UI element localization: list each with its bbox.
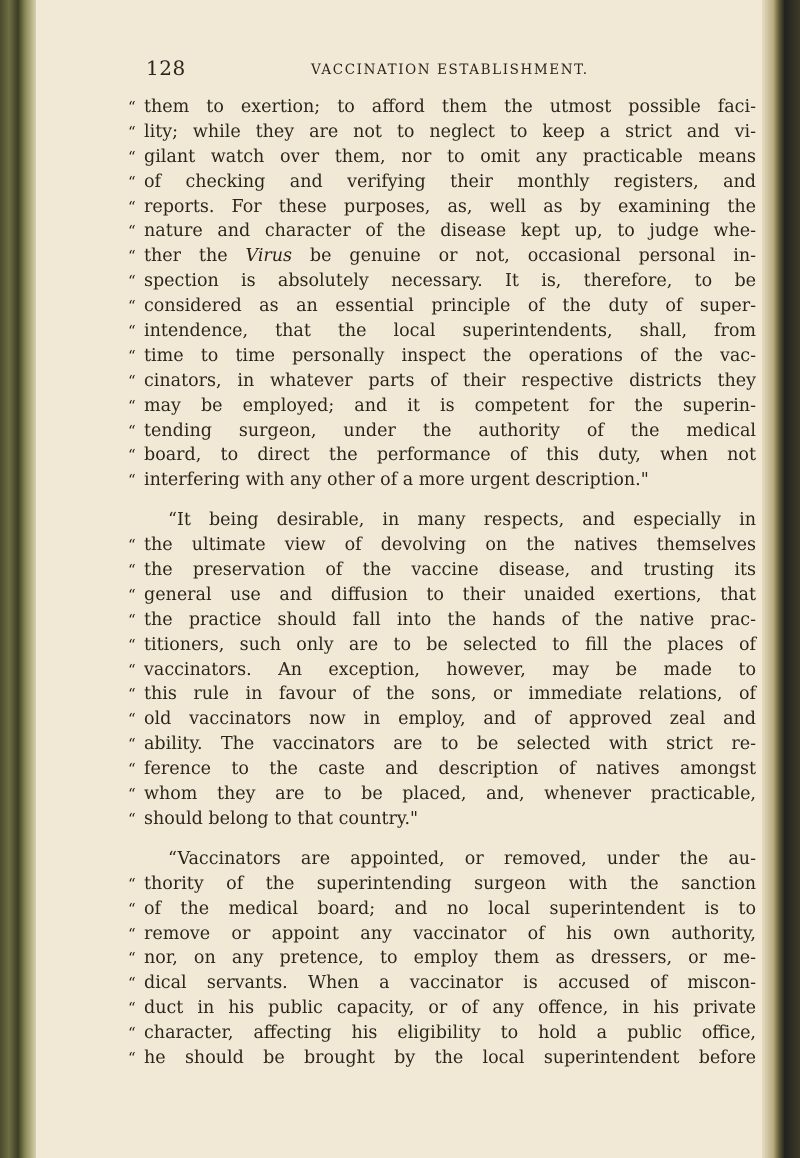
text-line: “ character, affecting his eligibility to hold a public office, xyxy=(128,1023,756,1044)
book-page xyxy=(36,0,762,1158)
book-gutter xyxy=(0,0,36,1158)
text-line: “ the preservation of the vaccine disease, and trusting its xyxy=(128,560,756,581)
text-line: “ of the medical board; and no local superintendent is to xyxy=(128,898,756,919)
text-line: “ may be employed; and it is competent for the superin- xyxy=(128,395,756,416)
text-line: “ the ultimate view of devolving on the natives themselves xyxy=(128,535,756,556)
text-line: “ board, to direct the performance of this duty, when not xyxy=(128,445,756,466)
text-line: “ vaccinators. An exception, however, may be made to xyxy=(128,659,756,680)
text-line: “ the practice should fall into the hands of the native prac- xyxy=(128,609,756,630)
text-line: “ thority of the superintending surgeon with the sanction xyxy=(128,873,756,894)
text-line: “ general use and diffusion to their unaided exertions, that xyxy=(128,584,756,605)
text-line: “ this rule in favour of the sons, or immediate relations, of xyxy=(128,684,756,705)
text-line: “ dical servants. When a vaccinator is accused of miscon- xyxy=(128,973,756,994)
text-line: “Vaccinators are appointed, or removed, under the au- xyxy=(168,848,756,869)
text-line: “ old vaccinators now in employ, and of approved zeal and xyxy=(128,709,756,730)
paragraph-3 xyxy=(128,847,756,1071)
text-line: “ remove or appoint any vaccinator of his own authority, xyxy=(128,923,756,944)
text-line: “ ther the Virus be genuine or not, occasional personal in- xyxy=(128,246,756,267)
page-header xyxy=(146,56,726,80)
text-line: “ cinators, in whatever parts of their respective districts they xyxy=(128,370,756,391)
text-line: “ duct in his public capacity, or of any offence, in his private xyxy=(128,998,756,1019)
text-line: “It being desirable, in many respects, and especially in xyxy=(168,510,756,531)
text-line: “ interfering with any other of a more urgent description." xyxy=(128,470,649,491)
paragraph-1 xyxy=(128,95,756,493)
text-line: “ nor, on any pretence, to employ them as dressers, or me- xyxy=(128,948,756,969)
text-line: “ ference to the caste and description of natives amongst xyxy=(128,759,756,780)
text-line: “ gilant watch over them, nor to omit any practicable means xyxy=(128,146,756,167)
running-head: VACCINATION ESTABLISHMENT. xyxy=(311,62,589,78)
text-line: “ lity; while they are not to neglect to keep a strict and vi- xyxy=(128,121,756,142)
text-line: “ them to exertion; to afford them the utmost possible faci- xyxy=(128,97,756,117)
text-line: “ nature and character of the disease kept up, to judge whe- xyxy=(128,221,756,242)
book-edge xyxy=(762,0,800,1158)
text-line: “ spection is absolutely necessary. It is, therefore, to be xyxy=(128,271,756,292)
text-line: “ of checking and verifying their monthly registers, and xyxy=(128,171,756,192)
paragraph-2 xyxy=(128,508,756,832)
text-line: “ intendence, that the local superintendents, shall, from xyxy=(128,321,756,342)
text-line: “ considered as an essential principle of the duty of super- xyxy=(128,296,756,317)
body-text xyxy=(128,95,756,1086)
text-line: “ time to time personally inspect the operations of the vac- xyxy=(128,345,756,366)
page-number: 128 xyxy=(146,56,186,80)
text-line: “ should belong to that country." xyxy=(128,808,419,829)
text-line: “ titioners, such only are to be selected to fill the places of xyxy=(128,634,756,655)
text-line: “ he should be brought by the local superintendent before xyxy=(128,1047,756,1068)
text-line: “ whom they are to be placed, and, whenever practicable, xyxy=(128,784,756,805)
text-line: “ reports. For these purposes, as, well as by examining the xyxy=(128,196,756,217)
text-line: “ tending surgeon, under the authority of the medical xyxy=(128,420,756,441)
text-line: “ ability. The vaccinators are to be selected with strict re- xyxy=(128,734,756,755)
